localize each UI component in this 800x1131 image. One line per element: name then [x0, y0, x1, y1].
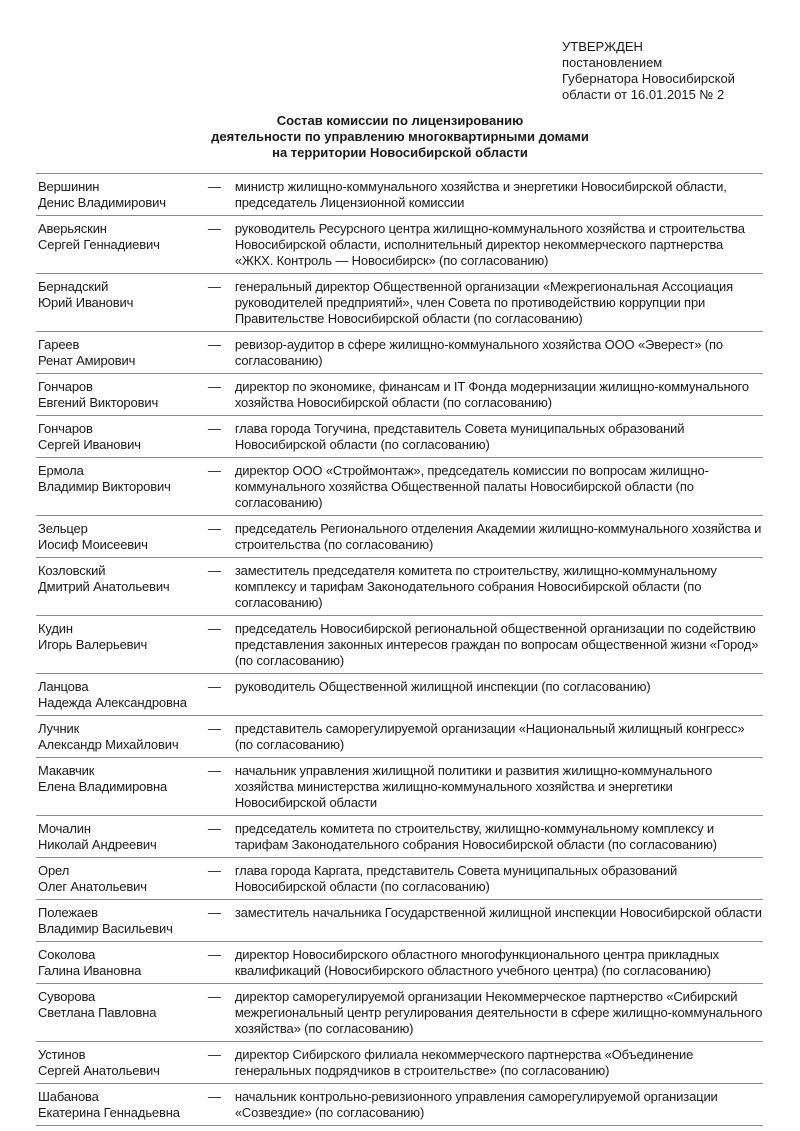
member-name-cell [36, 458, 205, 516]
commission-members-table [36, 173, 763, 1126]
member-surname: Устинов [38, 1047, 86, 1062]
member-row [36, 516, 763, 558]
member-role: председатель Регионального отделения Академии жилищно-коммунального хозяйства и строительства (по согласованию) [234, 521, 762, 552]
member-role: заместитель председателя комитета по строительству, жилищно-коммунальному комплексу и тарифам Законодательного собрания Новосибирской области (по согласованию) [234, 563, 717, 610]
member-surname: Шабанова [38, 1089, 99, 1104]
member-given-names: Ренат Амирович [38, 353, 136, 368]
member-name-cell [36, 558, 205, 616]
member-given-names: Олег Анатольевич [38, 879, 147, 894]
member-row [36, 174, 763, 216]
member-role: директор по экономике, финансам и IT Фонда модернизации жилищно-коммунального хозяйства Новосибирской области (по согласованию) [234, 379, 749, 410]
member-name-cell [36, 858, 205, 900]
member-given-names: Евгений Викторович [38, 395, 159, 410]
dash-separator-cell [205, 458, 235, 516]
member-given-names: Владимир Викторович [38, 479, 171, 494]
dash-separator: — [207, 763, 221, 778]
dash-separator-cell [205, 1042, 235, 1084]
member-surname: Полежаев [38, 905, 98, 920]
member-surname: Ланцова [38, 679, 89, 694]
dash-separator: — [207, 463, 221, 478]
member-role: директор Новосибирского областного многофункционального центра прикладных квалификаций (Новосибирского областного учебного центра) (по согласованию) [234, 947, 720, 978]
member-surname: Козловский [38, 563, 106, 578]
member-given-names: Екатерина Геннадьевна [38, 1105, 180, 1120]
member-row [36, 274, 763, 332]
member-name-cell [36, 984, 205, 1042]
dash-separator-cell [205, 716, 235, 758]
member-row [36, 616, 763, 674]
member-row [36, 332, 763, 374]
member-role: начальник управления жилищной политики и развития жилищно-коммунального хозяйства министерства жилищно-коммунального хозяйства и энергетики Новосибирской области [234, 763, 713, 810]
dash-separator-cell [205, 984, 235, 1042]
member-row [36, 1084, 763, 1126]
member-role: директор Сибирского филиала некоммерческого партнерства «Объединение генеральных подрядчиков в строительстве» (по согласованию) [234, 1047, 694, 1078]
dash-separator: — [207, 721, 221, 736]
member-name-cell [36, 274, 205, 332]
dash-separator: — [207, 679, 221, 694]
member-name-cell [36, 758, 205, 816]
dash-separator-cell [205, 216, 235, 274]
member-role: директор саморегулируемой организации Некоммерческое партнерство «Сибирский межрегиональный центр регулирования деятельности в сфере жилищно-коммунального хозяйства» (по согласованию) [234, 989, 763, 1036]
member-name-cell [36, 616, 205, 674]
member-given-names: Александр Михайлович [38, 737, 179, 752]
dash-separator-cell [205, 942, 235, 984]
member-role: председатель Новосибирской региональной общественной организации по содействию представления законных интересов граждан по вопросам общественной жизни «Город» (по согласованию) [234, 621, 759, 668]
dash-separator: — [207, 989, 221, 1004]
member-name-cell [36, 516, 205, 558]
member-role: руководитель Ресурсного центра жилищно-коммунального хозяйства и строительства Новосибирской области, исполнительный директор некоммерческого партнерства «ЖКХ. Контроль — Новосибирск» (по согласованию) [234, 221, 745, 268]
dash-separator-cell [205, 174, 235, 216]
members-table-body [36, 174, 763, 1126]
member-row [36, 558, 763, 616]
dash-separator: — [207, 563, 221, 578]
dash-separator: — [207, 1047, 221, 1062]
approval-line: постановлением [562, 55, 663, 70]
member-row [36, 374, 763, 416]
dash-separator-cell [205, 374, 235, 416]
member-surname: Аверьяскин [38, 221, 107, 236]
title-line: на территории Новосибирской области [272, 145, 528, 160]
member-given-names: Денис Владимирович [38, 195, 166, 210]
member-role: министр жилищно-коммунального хозяйства и энергетики Новосибирской области, председатель Лицензионной комиссии [234, 179, 727, 210]
member-row [36, 900, 763, 942]
dash-separator-cell [205, 900, 235, 942]
member-given-names: Надежда Александровна [38, 695, 187, 710]
member-name-cell [36, 900, 205, 942]
dash-separator: — [207, 1089, 221, 1104]
dash-separator: — [207, 905, 221, 920]
member-role: директор ООО «Строймонтаж», председатель комиссии по вопросам жилищно-коммунального хозяйства Общественной палаты Новосибирской области (по согласованию) [234, 463, 709, 510]
member-given-names: Владимир Васильевич [38, 921, 173, 936]
member-role: представитель саморегулируемой организации «Национальный жилищный конгресс» (по согласованию) [234, 721, 745, 752]
dash-separator-cell [205, 416, 235, 458]
member-given-names: Сергей Геннадиевич [38, 237, 160, 252]
member-role: руководитель Общественной жилищной инспекции (по согласованию) [234, 679, 651, 694]
member-given-names: Иосиф Моисеевич [38, 537, 148, 552]
member-surname: Гончаров [38, 421, 93, 436]
member-surname: Вершинин [38, 179, 100, 194]
member-row [36, 942, 763, 984]
member-row [36, 416, 763, 458]
member-role: глава города Тогучина, представитель Совета муниципальных образований Новосибирской области (по согласованию) [234, 421, 685, 452]
member-surname: Мочалин [38, 821, 91, 836]
member-name-cell [36, 174, 205, 216]
dash-separator: — [207, 947, 221, 962]
member-name-cell [36, 1084, 205, 1126]
member-surname: Макавчик [38, 763, 95, 778]
member-role: глава города Каргата, представитель Совета муниципальных образований Новосибирской области (по согласованию) [234, 863, 678, 894]
member-given-names: Светлана Павловна [38, 1005, 157, 1020]
member-name-cell [36, 674, 205, 716]
member-role: ревизор-аудитор в сфере жилищно-коммунального хозяйства ООО «Эверест» (по согласованию) [234, 337, 723, 368]
member-surname: Соколова [38, 947, 96, 962]
member-given-names: Юрий Иванович [38, 295, 134, 310]
title-line: деятельности по управлению многоквартирными домами [211, 129, 589, 144]
approval-line: Губернатора Новосибирской [562, 71, 735, 86]
title-line: Состав комиссии по лицензированию [276, 113, 524, 128]
dash-separator: — [207, 379, 221, 394]
member-row [36, 858, 763, 900]
document-title [0, 113, 800, 161]
dash-separator-cell [205, 816, 235, 858]
member-given-names: Игорь Валерьевич [38, 637, 148, 652]
dash-separator: — [207, 621, 221, 636]
dash-separator-cell [205, 332, 235, 374]
member-surname: Орел [38, 863, 70, 878]
dash-separator-cell [205, 1084, 235, 1126]
member-name-cell [36, 374, 205, 416]
member-role: начальник контрольно-ревизионного управления саморегулируемой организации «Созвездие» (по согласованию) [234, 1089, 718, 1120]
dash-separator: — [207, 421, 221, 436]
member-name-cell [36, 816, 205, 858]
member-name-cell [36, 416, 205, 458]
member-given-names: Николай Андреевич [38, 837, 157, 852]
member-surname: Бернадский [38, 279, 109, 294]
approval-stamp [562, 39, 735, 103]
member-surname: Ермола [38, 463, 84, 478]
member-row [36, 984, 763, 1042]
dash-separator: — [207, 221, 221, 236]
member-surname: Лучник [38, 721, 80, 736]
member-given-names: Сергей Анатольевич [38, 1063, 160, 1078]
member-surname: Зельцер [38, 521, 88, 536]
dash-separator: — [207, 863, 221, 878]
member-row [36, 816, 763, 858]
member-surname: Гончаров [38, 379, 93, 394]
member-row [36, 458, 763, 516]
approval-line: области от 16.01.2015 № 2 [562, 87, 725, 102]
dash-separator-cell [205, 758, 235, 816]
member-given-names: Сергей Иванович [38, 437, 141, 452]
dash-separator: — [207, 179, 221, 194]
approval-line: УТВЕРЖДЕН [562, 39, 643, 54]
dash-separator: — [207, 337, 221, 352]
member-role: заместитель начальника Государственной жилищной инспекции Новосибирской области [234, 905, 762, 920]
member-row [36, 1042, 763, 1084]
dash-separator: — [207, 521, 221, 536]
member-role: генеральный директор Общественной организации «Межрегиональная Ассоциация руководителей предприятий», член Совета по противодействию коррупции при Правительстве Новосибирской области (по согласованию) [234, 279, 734, 326]
dash-separator-cell [205, 674, 235, 716]
member-given-names: Дмитрий Анатольевич [38, 579, 170, 594]
member-given-names: Елена Владимировна [38, 779, 168, 794]
member-given-names: Галина Ивановна [38, 963, 142, 978]
dash-separator-cell [205, 558, 235, 616]
member-row [36, 716, 763, 758]
member-surname: Суворова [38, 989, 96, 1004]
member-name-cell [36, 1042, 205, 1084]
dash-separator-cell [205, 858, 235, 900]
member-row [36, 216, 763, 274]
member-role: председатель комитета по строительству, жилищно-коммунальному комплексу и тарифам Законодательного собрания Новосибирской области (по согласованию) [234, 821, 717, 852]
member-name-cell [36, 332, 205, 374]
member-row [36, 674, 763, 716]
member-surname: Кудин [38, 621, 73, 636]
dash-separator-cell [205, 616, 235, 674]
dash-separator-cell [205, 516, 235, 558]
member-name-cell [36, 716, 205, 758]
member-surname: Гареев [38, 337, 80, 352]
member-row [36, 758, 763, 816]
dash-separator: — [207, 821, 221, 836]
dash-separator: — [207, 279, 221, 294]
member-name-cell [36, 216, 205, 274]
dash-separator-cell [205, 274, 235, 332]
member-name-cell [36, 942, 205, 984]
